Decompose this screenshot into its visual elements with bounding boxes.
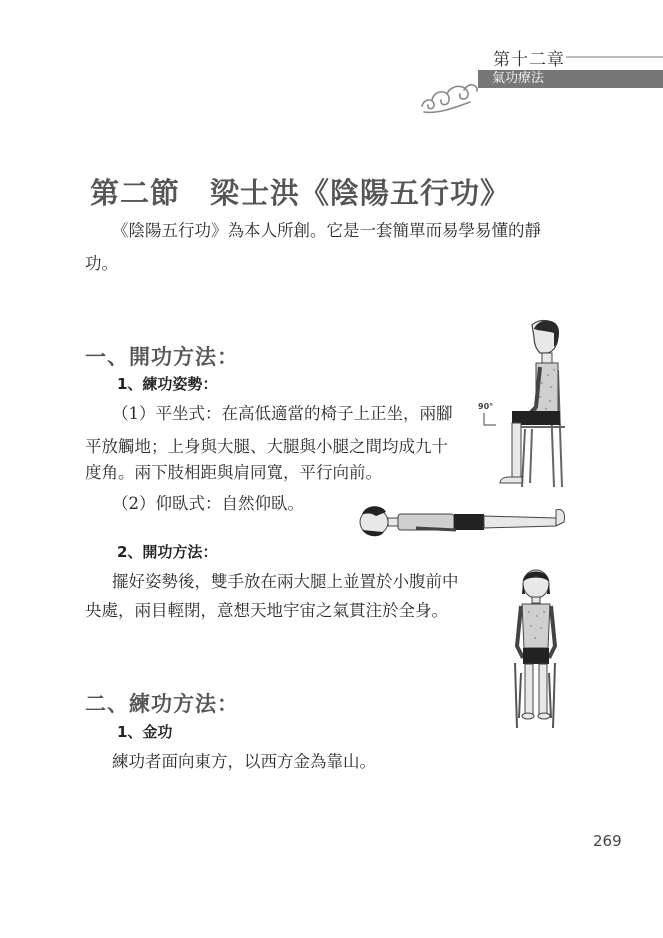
subheading-metal: 1、金功 — [117, 723, 173, 741]
cloud-ornament-icon — [418, 76, 480, 116]
metal-text-line-1: 練功者面向東方，以西方金為靠山。 — [112, 752, 376, 771]
seated-front-view-illustration — [505, 568, 567, 730]
page-number: 269 — [593, 832, 622, 850]
lying-text: （2）仰臥式：自然仰臥。 — [112, 494, 304, 513]
section-heading-1: 一、開功方法： — [85, 345, 239, 369]
posture-text-line-1: （1）平坐式：在高低適當的椅子上正坐，兩腳 — [112, 404, 453, 423]
header-rule — [566, 56, 663, 58]
subheading-method: 2、開功方法： — [117, 543, 218, 561]
posture-text-line-2: 平放觸地；上身與大腿、大腿與小腿之間均成九十 — [85, 437, 448, 456]
section-heading-2: 二、練功方法： — [85, 692, 239, 716]
angle-label: 90° — [478, 402, 494, 411]
intro-line-2: 功。 — [85, 254, 118, 273]
chapter-title: 第十二章 — [493, 50, 565, 70]
method-text-line-1: 擺好姿勢後，雙手放在兩大腿上並置於小腹前中 — [112, 572, 459, 591]
seated-side-view-illustration — [470, 315, 580, 490]
posture-text-line-3: 度角。兩下肢相距與肩同寬，平行向前。 — [85, 463, 382, 482]
intro-line-1: 《陰陽五行功》為本人所創。它是一套簡單而易學易懂的靜 — [112, 221, 541, 240]
subheading-posture: 1、練功姿勢： — [117, 375, 218, 393]
page-title: 第二節 梁士洪《陰陽五行功》 — [90, 176, 511, 210]
section-tab: 氣功療法 — [478, 70, 663, 88]
method-text-line-2: 央處，兩目輕閉，意想天地宇宙之氣貫注於全身。 — [85, 601, 448, 620]
lying-posture-illustration — [356, 502, 576, 542]
